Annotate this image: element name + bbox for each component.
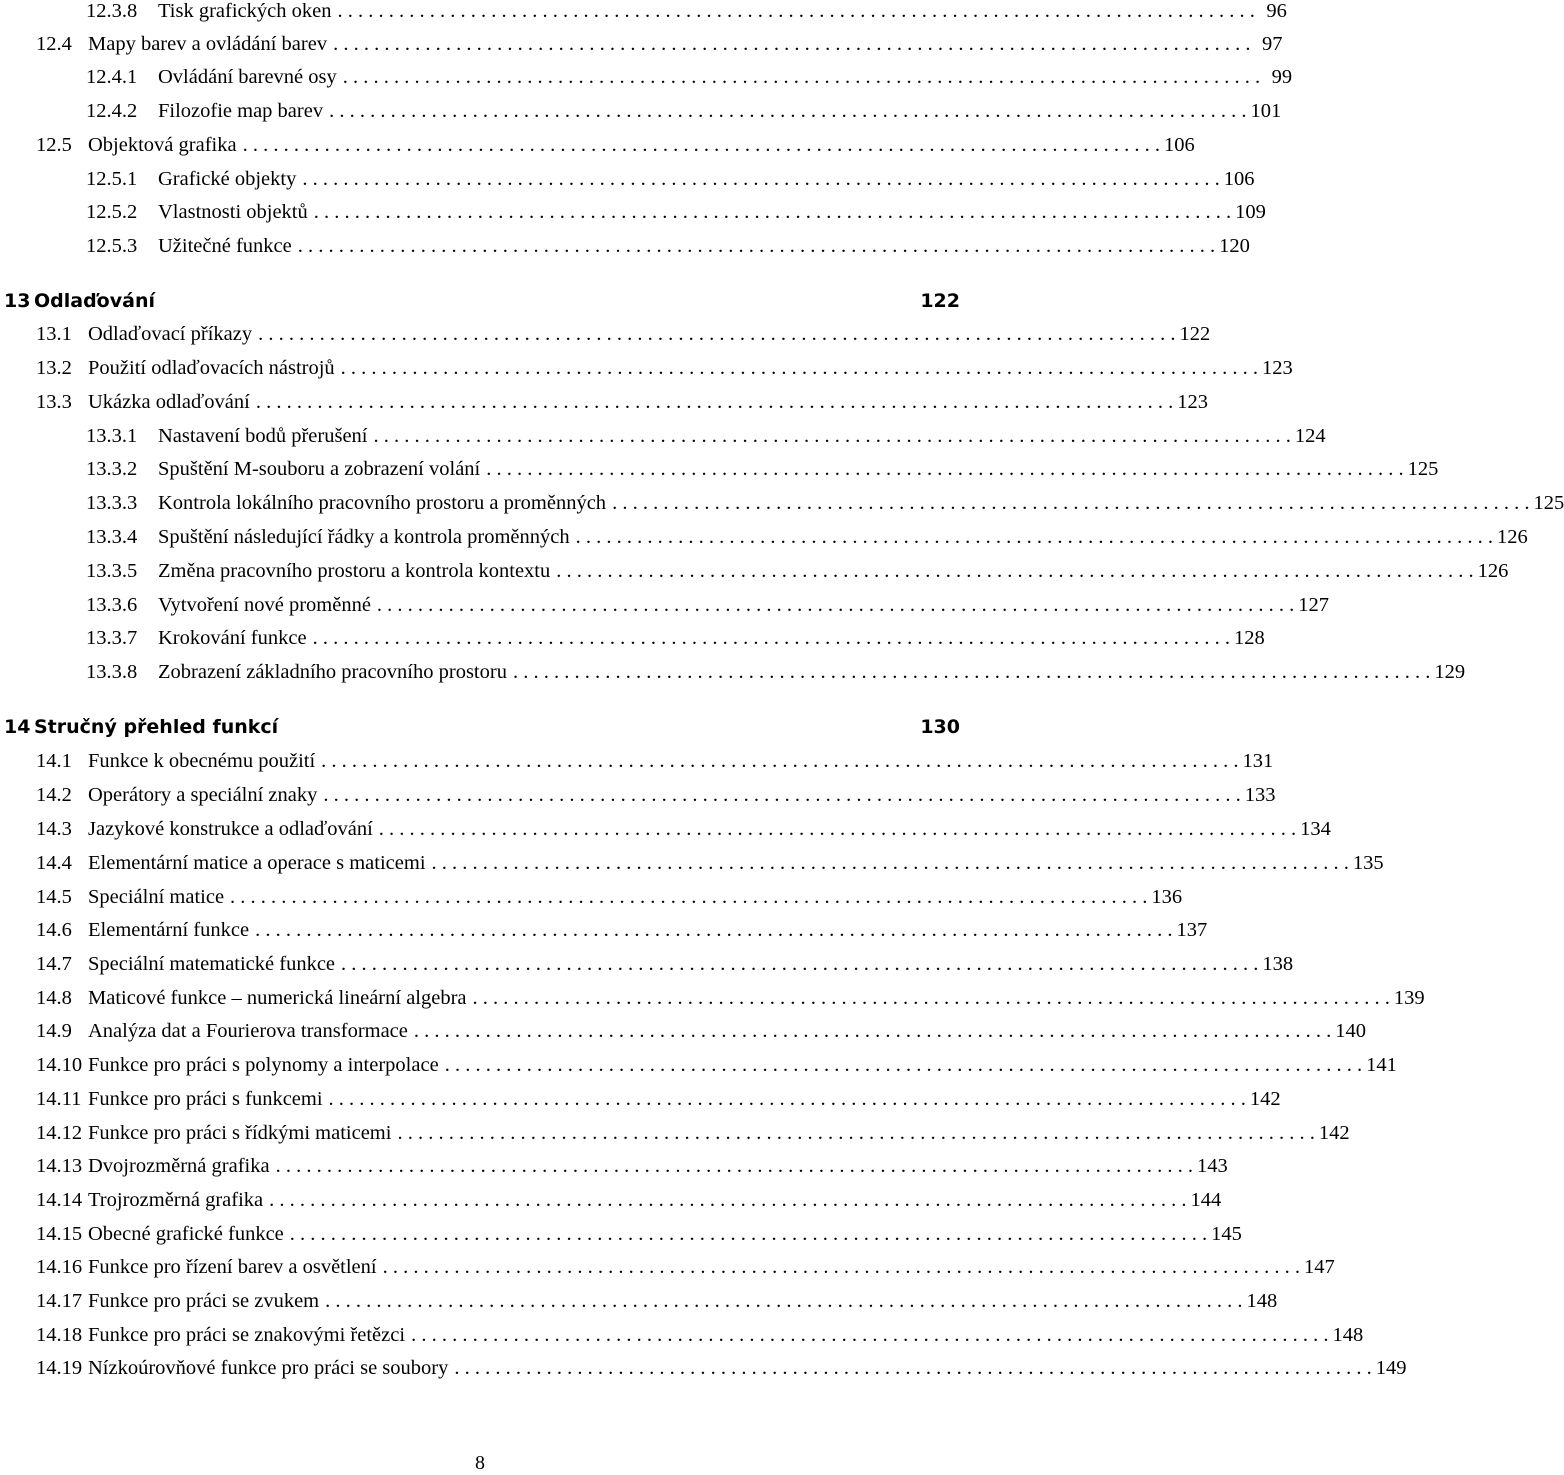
- toc-chapter-entry[interactable]: [4, 286, 960, 316]
- toc-entry-page: 125: [1533, 491, 1564, 514]
- toc-entry-number: 14.17: [36, 1289, 83, 1312]
- toc-subsection-entry[interactable]: [86, 522, 1528, 552]
- toc-subsection-entry[interactable]: [86, 0, 1287, 26]
- toc-entry-title: Odlaďovací příkazy: [88, 322, 253, 345]
- toc-entry-title: Funkce pro práci se zvukem: [88, 1289, 320, 1312]
- toc-entry-number: 13.1: [36, 322, 72, 345]
- toc-entry-title: Funkce pro práci se znakovými řetězci: [88, 1323, 406, 1346]
- toc-entry-number: 13.3.1: [86, 424, 138, 447]
- toc-entry-title: Tisk grafických oken: [158, 0, 332, 22]
- toc-dot-leader: . . . . . . . . . . . . . . . . . . . . . . . . . . . . . . . . . . . . . . . . . . . . . . . . . . . . . . . . . . . . . . . . . . . . . . . . . . . . . . . . . . . . . . . . . .: [340, 356, 1259, 379]
- toc-entry-title: Elementární matice a operace s maticemi: [88, 851, 426, 874]
- toc-entry-number: 13.3: [36, 390, 72, 413]
- toc-section-entry[interactable]: [36, 746, 1274, 776]
- toc-entry-page: 145: [1211, 1222, 1242, 1245]
- toc-subsection-entry[interactable]: [86, 421, 1326, 451]
- toc-subsection-entry[interactable]: [86, 623, 1265, 653]
- toc-section-entry[interactable]: [36, 983, 1425, 1013]
- toc-dot-leader: . . . . . . . . . . . . . . . . . . . . . . . . . . . . . . . . . . . . . . . . . . . . . . . . . . . . . . . . . . . . . . . . . . . . . . . . . . . . . . . . . . . . . . . . . .: [313, 200, 1232, 223]
- toc-dot-leader: . . . . . . . . . . . . . . . . . . . . . . . . . . . . . . . . . . . . . . . . . . . . . . . . . . . . . . . . . . . . . . . . . . . . . . . . . . . . . . . . . . . . . . . . . .: [258, 322, 1176, 345]
- toc-entry-title: Dvojrozměrná grafika: [88, 1154, 270, 1177]
- toc-entry-title: Funkce pro práci s funkcemi: [88, 1087, 323, 1110]
- toc-section-entry[interactable]: [36, 1320, 1364, 1350]
- toc-dot-leader: . . . . . . . . . . . . . . . . . . . . . . . . . . . . . . . . . . . . . . . . . . . . . . . . . . . . . . . . . . . . . . . . . . . . . . . . . . . . . . . . . . . . . . . . . .: [275, 1154, 1193, 1177]
- toc-entry-page: 141: [1366, 1053, 1397, 1076]
- toc-entry-page: 138: [1262, 952, 1294, 975]
- toc-entry-title: Krokování funkce: [158, 626, 307, 649]
- toc-dot-leader: . . . . . . . . . . . . . . . . . . . . . . . . . . . . . . . . . . . . . . . . . . . . . . . . . . . . . . . . . . . . . . . . . . . . . . . . . . . . . . . . . . . . . . . . . .: [255, 918, 1173, 941]
- toc-entry-number: 14.4: [36, 851, 72, 874]
- toc-dot-leader: . . . . . . . . . . . . . . . . . . . . . . . . . . . . . . . . . . . . . . . . . . . . . . . . . . . . . . . . . . . . . . . . . . . . . . . . . . . . . . . . . . . . . . . . . .: [242, 133, 1160, 156]
- toc-dot-leader: . . . . . . . . . . . . . . . . . . . . . . . . . . . . . . . . . . . . . . . . . . . . . . . . . . . . . . . . . . . . . . . . . . . . . . . . . . . . . . . . . . . . . . . . . .: [297, 234, 1216, 257]
- toc-entry-number: 12.5: [36, 133, 72, 156]
- toc-dot-leader: . . . . . . . . . . . . . . . . . . . . . . . . . . . . . . . . . . . . . . . . . . . . . . . . . . . . . . . . . . . . . . . . . . . . . . . . . . . . . . . . . . . . . . . . . .: [472, 986, 1390, 1009]
- toc-entry-title: Analýza dat a Fourierova transformace: [88, 1019, 408, 1042]
- toc-entry-page: 106: [1163, 133, 1195, 156]
- toc-entry-title: Funkce pro práci s polynomy a interpolace: [88, 1053, 439, 1076]
- toc-section-entry[interactable]: [36, 1286, 1278, 1316]
- toc-dot-leader: . . . . . . . . . . . . . . . . . . . . . . . . . . . . . . . . . . . . . . . . . . . . . . . . . . . . . . . . . . . . . . . . . . . . . . . . . . . . . . . . . . . . . . . . . .: [333, 32, 1251, 55]
- toc-entry-page: 142: [1249, 1087, 1281, 1110]
- toc-entry-number: 13.3.7: [86, 626, 138, 649]
- toc-entry-number: 14.13: [36, 1154, 83, 1177]
- toc-dot-leader: . . . . . . . . . . . . . . . . . . . . . . . . . . . . . . . . . . . . . . . . . . . . . . . . . . . . . . . . . . . . . . . . . . . . . . . . . . . . . . . . . . . . . . . . . .: [431, 851, 1349, 874]
- toc-subsection-entry[interactable]: [86, 590, 1330, 620]
- toc-entry-title: Maticové funkce – numerická lineární algebra: [88, 986, 467, 1009]
- toc-entry-title: Ukázka odlaďování: [88, 390, 250, 413]
- toc-entry-title: Mapy barev a ovládání barev: [88, 32, 328, 55]
- toc-section-entry[interactable]: [36, 130, 1195, 160]
- toc-dot-leader: . . . . . . . . . . . . . . . . . . . . . . . . . . . . . . . . . . . . . . . . . . . . . . . . . . . . . . . . . . . . . . . . . . . . . . . . . . . . . . . . . . . . . . . . . .: [321, 749, 1239, 772]
- toc-subsection-entry[interactable]: [86, 197, 1266, 227]
- toc-entry-page: 101: [1250, 99, 1282, 122]
- toc-dot-leader: . . . . . . . . . . . . . . . . . . . . . . . . . . . . . . . . . . . . . . . . . . . . . . . . . . . . . . . . . . . . . . . . . . . . . . . . . . . . . . . . . . . . . . . . . .: [289, 1222, 1208, 1245]
- toc-entry-page: 122: [920, 290, 960, 312]
- toc-section-entry[interactable]: [36, 319, 1211, 349]
- toc-dot-leader: . . . . . . . . . . . . . . . . . . . . . . . . . . . . . . . . . . . . . . . . . . . . . . . . . . . . . . . . . . . . . . . . . . . . . . . . . . . . . . . . . . . . . . . . . .: [312, 626, 1230, 649]
- toc-dot-leader: . . . . . . . . . . . . . . . . . . . . . . . . . . . . . . . . . . . . . . . . . . . . . . . . . . . . . . . . . . . . . . . . . . . . . . . . . . . . . . . . . . . . . . . . . .: [575, 525, 1493, 548]
- toc-entry-number: 12.4.2: [86, 99, 138, 122]
- toc-entry-title: Elementární funkce: [88, 918, 250, 941]
- toc-entry-number: 14.19: [36, 1356, 83, 1379]
- toc-entry-page: 123: [1262, 356, 1293, 379]
- toc-subsection-entry[interactable]: [86, 164, 1255, 194]
- toc-entry-number: 13.3.3: [86, 491, 138, 514]
- toc-entry-number: 14.2: [36, 783, 72, 806]
- toc-dot-leader: . . . . . . . . . . . . . . . . . . . . . . . . . . . . . . . . . . . . . . . . . . . . . . . . . . . . . . . . . . . . . . . . . . . . . . . . . . . . . . . . . . . . . . . . . .: [411, 1323, 1329, 1346]
- toc-entry-page: 96: [1266, 0, 1287, 22]
- toc-entry-title: Nízkoúrovňové funkce pro práci se soubory: [88, 1356, 449, 1379]
- toc-entry-title: Stručný přehled funkcí: [34, 716, 279, 738]
- toc-entry-title: Spuštění M-souboru a zobrazení volání: [158, 457, 481, 480]
- toc-entry-page: 135: [1352, 851, 1384, 874]
- toc-entry-title: Nastavení bodů přerušení: [158, 424, 368, 447]
- toc-dot-leader: . . . . . . . . . . . . . . . . . . . . . . . . . . . . . . . . . . . . . . . . . . . . . . . . . . . . . . . . . . . . . . . . . . . . . . . . . . . . . . . . . . . . . . . . . .: [255, 390, 1174, 413]
- toc-entry-page: 109: [1235, 200, 1266, 223]
- toc-entry-number: 14.11: [36, 1087, 82, 1110]
- toc-dot-leader: . . . . . . . . . . . . . . . . . . . . . . . . . . . . . . . . . . . . . . . . . . . . . . . . . . . . . . . . . . . . . . . . . . . . . . . . . . . . . . . . . . . . . . . . . .: [328, 1087, 1246, 1110]
- toc-entry-number: 12.4.1: [86, 65, 138, 88]
- toc-entry-number: 13.3.4: [86, 525, 138, 548]
- toc-entry-page: 134: [1300, 817, 1331, 840]
- toc-entry-number: 14.14: [36, 1188, 83, 1211]
- toc-dot-leader: . . . . . . . . . . . . . . . . . . . . . . . . . . . . . . . . . . . . . . . . . . . . . . . . . . . . . . . . . . . . . . . . . . . . . . . . . . . . . . . . . . . . . . . . . .: [454, 1356, 1372, 1379]
- toc-entry-title: Filozofie map barev: [158, 99, 324, 122]
- toc-entry-page: 122: [1179, 322, 1211, 345]
- toc-subsection-entry[interactable]: [86, 556, 1509, 586]
- toc-section-entry[interactable]: [36, 1353, 1407, 1383]
- toc-entry-number: 12.5.3: [86, 234, 138, 257]
- toc-dot-leader: . . . . . . . . . . . . . . . . . . . . . . . . . . . . . . . . . . . . . . . . . . . . . . . . . . . . . . . . . . . . . . . . . . . . . . . . . . . . . . . . . . . . . . . . . .: [556, 559, 1474, 582]
- toc-entry-number: 14.15: [36, 1222, 83, 1245]
- toc-section-entry[interactable]: [36, 29, 1283, 59]
- toc-section-entry[interactable]: [36, 1016, 1367, 1046]
- toc-dot-leader: . . . . . . . . . . . . . . . . . . . . . . . . . . . . . . . . . . . . . . . . . . . . . . . . . . . . . . . . . . . . . . . . . . . . . . . . . . . . . . . . . . . . . . . . . .: [378, 817, 1297, 840]
- toc-dot-leader: . . . . . . . . . . . . . . . . . . . . . . . . . . . . . . . . . . . . . . . . . . . . . . . . . . . . . . . . . . . . . . . . . . . . . . . . . . . . . . . . . . . . . . . . . .: [382, 1255, 1300, 1278]
- toc-section-entry[interactable]: [36, 1084, 1281, 1114]
- toc-dot-leader: . . . . . . . . . . . . . . . . . . . . . . . . . . . . . . . . . . . . . . . . . . . . . . . . . . . . . . . . . . . . . . . . . . . . . . . . . . . . . . . . . . . . . . . . . .: [612, 491, 1530, 514]
- toc-entry-page: 128: [1233, 626, 1265, 649]
- toc-dot-leader: . . . . . . . . . . . . . . . . . . . . . . . . . . . . . . . . . . . . . . . . . . . . . . . . . . . . . . . . . . . . . . . . . . . . . . . . . . . . . . . . . . . . . . . . . .: [323, 783, 1241, 806]
- toc-entry-title: Funkce pro práci s řídkými maticemi: [88, 1121, 392, 1144]
- toc-dot-leader: . . . . . . . . . . . . . . . . . . . . . . . . . . . . . . . . . . . . . . . . . . . . . . . . . . . . . . . . . . . . . . . . . . . . . . . . . . . . . . . . . . . . . . . . . .: [302, 167, 1220, 190]
- toc-dot-leader: . . . . . . . . . . . . . . . . . . . . . . . . . . . . . . . . . . . . . . . . . . . . . . . . . . . . . . . . . . . . . . . . . . . . . . . . . . . . . . . . . . . . . . . . . .: [376, 593, 1295, 616]
- toc-subsection-entry[interactable]: [86, 657, 1466, 687]
- toc-dot-leader: . . . . . . . . . . . . . . . . . . . . . . . . . . . . . . . . . . . . . . . . . . . . . . . . . . . . . . . . . . . . . . . . . . . . . . . . . . . . . . . . . . . . . . . . . .: [397, 1121, 1315, 1144]
- toc-entry-page: 140: [1335, 1019, 1367, 1042]
- toc-entry-page: 130: [920, 716, 960, 738]
- toc-dot-leader: . . . . . . . . . . . . . . . . . . . . . . . . . . . . . . . . . . . . . . . . . . . . . . . . . . . . . . . . . . . . . . . . . . . . . . . . . . . . . . . . . . . . . . . . . .: [325, 1289, 1243, 1312]
- toc-entry-title: Objektová grafika: [88, 133, 237, 156]
- toc-section-entry[interactable]: [36, 915, 1208, 945]
- toc-entry-title: Zobrazení základního pracovního prostoru: [158, 660, 507, 683]
- toc-entry-number: 14.18: [36, 1323, 83, 1346]
- toc-entry-page: 123: [1177, 390, 1208, 413]
- toc-dot-leader: . . . . . . . . . . . . . . . . . . . . . . . . . . . . . . . . . . . . . . . . . . . . . . . . . . . . . . . . . . . . . . . . . . . . . . . . . . . . . . . . . . . . . . . . . .: [337, 0, 1255, 22]
- toc-entry-title: Užitečné funkce: [158, 234, 292, 257]
- toc-entry-page: 97: [1261, 32, 1283, 55]
- toc-section-entry[interactable]: [36, 1151, 1228, 1181]
- toc-dot-leader: . . . . . . . . . . . . . . . . . . . . . . . . . . . . . . . . . . . . . . . . . . . . . . . . . . . . . . . . . . . . . . . . . . . . . . . . . . . . . . . . . . . . . . . . . .: [373, 424, 1291, 447]
- toc-entry-number: 13.3.8: [86, 660, 138, 683]
- toc-entry-number: 13.3.6: [86, 593, 138, 616]
- toc-entry-number: 14.3: [36, 817, 72, 840]
- toc-dot-leader: . . . . . . . . . . . . . . . . . . . . . . . . . . . . . . . . . . . . . . . . . . . . . . . . . . . . . . . . . . . . . . . . . . . . . . . . . . . . . . . . . . . . . . . . . .: [342, 65, 1261, 88]
- toc-section-entry[interactable]: [36, 353, 1293, 383]
- toc-entry-page: 126: [1497, 525, 1528, 548]
- toc-entry-page: 120: [1219, 234, 1250, 257]
- toc-entry-page: 125: [1407, 457, 1439, 480]
- toc-entry-number: 12.5.1: [86, 167, 138, 190]
- toc-entry-page: 143: [1196, 1154, 1228, 1177]
- toc-subsection-entry[interactable]: [86, 231, 1250, 261]
- toc-entry-title: Odlaďování: [34, 290, 155, 312]
- toc-entry-page: 149: [1375, 1356, 1407, 1379]
- toc-entry-title: Grafické objekty: [158, 167, 297, 190]
- toc-entry-page: 136: [1151, 885, 1183, 908]
- toc-section-entry[interactable]: [36, 848, 1384, 878]
- toc-dot-leader: . . . . . . . . . . . . . . . . . . . . . . . . . . . . . . . . . . . . . . . . . . . . . . . . . . . . . . . . . . . . . . . . . . . . . . . . . . . . . . . . . . . . . . . . . .: [486, 457, 1404, 480]
- toc-entry-number: 14: [4, 716, 31, 738]
- toc-entry-number: 12.3.8: [86, 0, 138, 22]
- toc-entry-number: 12.4: [36, 32, 72, 55]
- toc-entry-number: 13.2: [36, 356, 72, 379]
- toc-entry-number: 14.12: [36, 1121, 83, 1144]
- toc-dot-leader: . . . . . . . . . . . . . . . . . . . . . . . . . . . . . . . . . . . . . . . . . . . . . . . . . . . . . . . . . . . . . . . . . . . . . . . . . . . . . . . . . . . . . . . . . .: [341, 952, 1259, 975]
- toc-entry-title: Trojrozměrná grafika: [88, 1188, 264, 1211]
- toc-section-entry[interactable]: [36, 1185, 1222, 1215]
- toc-entry-page: 147: [1303, 1255, 1335, 1278]
- toc-dot-leader: . . . . . . . . . . . . . . . . . . . . . . . . . . . . . . . . . . . . . . . . . . . . . . . . . . . . . . . . . . . . . . . . . . . . . . . . . . . . . . . . . . . . . . . . . .: [413, 1019, 1332, 1042]
- toc-entry-title: Funkce k obecnému použití: [88, 749, 316, 772]
- toc-entry-page: 144: [1190, 1188, 1222, 1211]
- page-number: 8: [475, 1452, 485, 1474]
- toc-subsection-entry[interactable]: [86, 62, 1293, 92]
- toc-entry-page: 106: [1223, 167, 1255, 190]
- toc-entry-title: Vlastnosti objektů: [158, 200, 308, 223]
- toc-entry-page: 139: [1393, 986, 1425, 1009]
- toc-dot-leader: . . . . . . . . . . . . . . . . . . . . . . . . . . . . . . . . . . . . . . . . . . . . . . . . . . . . . . . . . . . . . . . . . . . . . . . . . . . . . . . . . . . . . . . . . .: [444, 1053, 1363, 1076]
- toc-section-entry[interactable]: [36, 882, 1183, 912]
- toc-entry-page: 148: [1246, 1289, 1278, 1312]
- toc-entry-page: 133: [1244, 783, 1276, 806]
- toc-entry-number: 14.10: [36, 1053, 83, 1076]
- toc-dot-leader: . . . . . . . . . . . . . . . . . . . . . . . . . . . . . . . . . . . . . . . . . . . . . . . . . . . . . . . . . . . . . . . . . . . . . . . . . . . . . . . . . . . . . . . . . .: [230, 885, 1148, 908]
- toc-entry-title: Speciální matice: [88, 885, 225, 908]
- toc-entry-page: 148: [1332, 1323, 1364, 1346]
- toc-entry-page: 124: [1294, 424, 1326, 447]
- toc-entry-page: 126: [1477, 559, 1509, 582]
- toc-entry-title: Vytvoření nové proměnné: [158, 593, 371, 616]
- toc-entry-number: 14.5: [36, 885, 72, 908]
- toc-entry-title: Funkce pro řízení barev a osvětlení: [88, 1255, 377, 1278]
- toc-section-entry[interactable]: [36, 814, 1331, 844]
- toc-entry-number: 14.7: [36, 952, 72, 975]
- toc-section-entry[interactable]: [36, 387, 1208, 417]
- toc-entry-number: 13.3.5: [86, 559, 138, 582]
- toc-entry-page: 129: [1434, 660, 1466, 683]
- toc-dot-leader: . . . . . . . . . . . . . . . . . . . . . . . . . . . . . . . . . . . . . . . . . . . . . . . . . . . . . . . . . . . . . . . . . . . . . . . . . . . . . . . . . . . . . . . . . .: [512, 660, 1431, 683]
- toc-entry-title: Speciální matematické funkce: [88, 952, 336, 975]
- toc-entry-number: 14.9: [36, 1019, 72, 1042]
- toc-dot-leader: . . . . . . . . . . . . . . . . . . . . . . . . . . . . . . . . . . . . . . . . . . . . . . . . . . . . . . . . . . . . . . . . . . . . . . . . . . . . . . . . . . . . . . . . . .: [329, 99, 1247, 122]
- toc-section-entry[interactable]: [36, 949, 1294, 979]
- toc-section-entry[interactable]: [36, 1219, 1242, 1249]
- toc-subsection-entry[interactable]: [86, 488, 1564, 518]
- toc-entry-title: Ovládání barevné osy: [158, 65, 337, 88]
- toc-entry-page: 142: [1318, 1121, 1350, 1144]
- toc-entry-number: 14.16: [36, 1255, 83, 1278]
- toc-entry-page: 131: [1242, 749, 1274, 772]
- toc-entry-title: Obecné grafické funkce: [88, 1222, 284, 1245]
- toc-entry-title: Jazykové konstrukce a odlaďování: [88, 817, 373, 840]
- toc-entry-number: 14.6: [36, 918, 72, 941]
- toc-entry-page: 99: [1271, 65, 1293, 88]
- toc-subsection-entry[interactable]: [86, 454, 1439, 484]
- toc-section-entry[interactable]: [36, 1252, 1335, 1282]
- toc-entry-number: 14.8: [36, 986, 72, 1009]
- toc-section-entry[interactable]: [36, 1050, 1397, 1080]
- toc-subsection-entry[interactable]: [86, 96, 1282, 126]
- toc-entry-number: 13.3.2: [86, 457, 138, 480]
- toc-entry-number: 13: [4, 290, 31, 312]
- toc-entry-title: Změna pracovního prostoru a kontrola kontextu: [158, 559, 551, 582]
- toc-section-entry[interactable]: [36, 780, 1276, 810]
- toc-entry-number: 14.1: [36, 749, 72, 772]
- toc-chapter-entry[interactable]: [4, 712, 960, 742]
- toc-entry-page: 137: [1176, 918, 1208, 941]
- toc-entry-title: Kontrola lokálního pracovního prostoru a proměnných: [158, 491, 607, 514]
- toc-entry-title: Operátory a speciální znaky: [88, 783, 318, 806]
- toc-dot-leader: . . . . . . . . . . . . . . . . . . . . . . . . . . . . . . . . . . . . . . . . . . . . . . . . . . . . . . . . . . . . . . . . . . . . . . . . . . . . . . . . . . . . . . . . . .: [269, 1188, 1187, 1211]
- toc-entry-title: Spuštění následující řádky a kontrola proměnných: [158, 525, 570, 548]
- toc-section-entry[interactable]: [36, 1118, 1350, 1148]
- toc-entry-number: 12.5.2: [86, 200, 138, 223]
- toc-entry-page: 127: [1298, 593, 1330, 616]
- toc-entry-title: Použití odlaďovacích nástrojů: [88, 356, 335, 379]
